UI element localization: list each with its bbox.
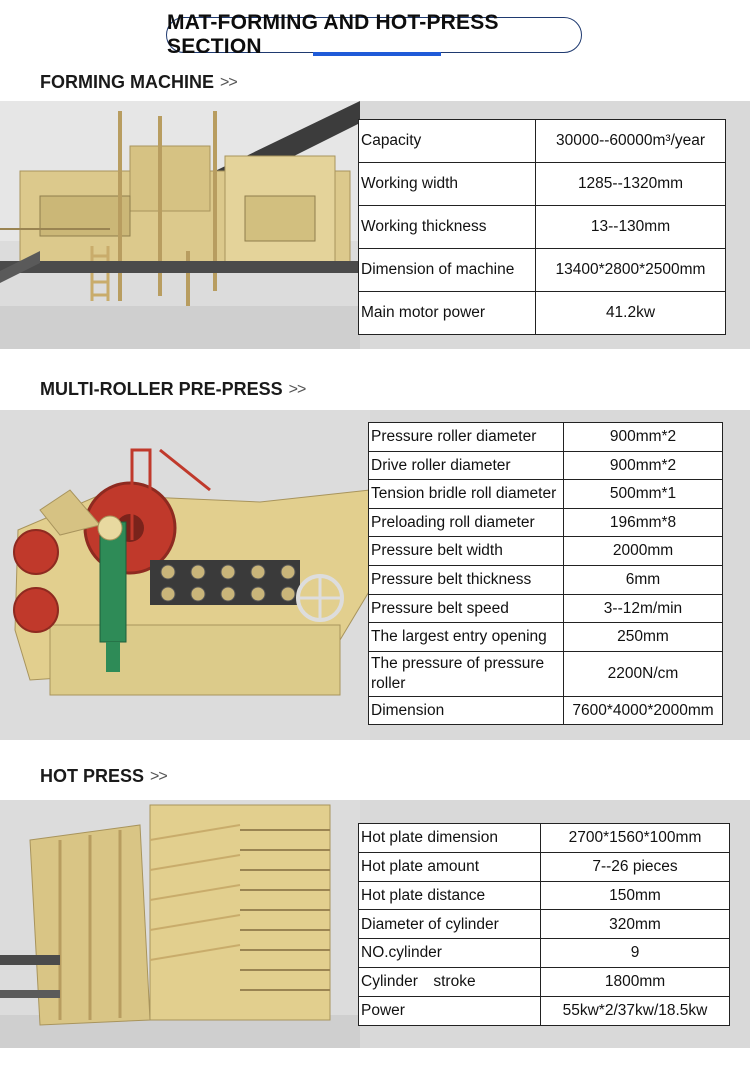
spec-value: 2700*1560*100mm [541,824,730,853]
spec-label: Working thickness [359,206,536,249]
spec-value: 13400*2800*2500mm [536,249,726,292]
spec-value: 2200N/cm [564,651,723,696]
table-row [359,120,726,163]
table-row [359,852,730,881]
spec-label: Hot plate dimension [359,824,541,853]
section-heading-label: MULTI-ROLLER PRE-PRESS [40,379,283,399]
table-row [359,939,730,968]
table-row [359,996,730,1025]
table-row [369,565,723,594]
table-row [369,451,723,480]
table-row [369,480,723,509]
table-row [369,537,723,566]
forming-machine-photo [0,101,360,349]
table-row [369,423,723,452]
spec-label: Diameter of cylinder [359,910,541,939]
spec-label: Hot plate amount [359,852,541,881]
spec-label: Capacity [359,120,536,163]
table-row [359,163,726,206]
spec-value: 55kw*2/37kw/18.5kw [541,996,730,1025]
table-row [369,623,723,652]
spec-value: 7600*4000*2000mm [564,696,723,725]
table-row [369,696,723,725]
spec-label: The pressure of pressure roller [369,651,564,696]
table-row [369,594,723,623]
section-heading-label: FORMING MACHINE [40,72,214,92]
spec-label: Power [359,996,541,1025]
pre-press-spec-table [368,422,723,725]
forming-machine-band [0,101,750,349]
spec-label: Working width [359,163,536,206]
table-row [359,910,730,939]
spec-value: 3--12m/min [564,594,723,623]
table-row [359,824,730,853]
spec-value: 900mm*2 [564,423,723,452]
spec-value: 30000--60000m³/year [536,120,726,163]
spec-label: Hot plate distance [359,881,541,910]
spec-value: 41.2kw [536,292,726,335]
section-heading-multi-roller-pre-press [40,379,305,400]
table-row [359,881,730,910]
chevron-right-icon: >> [150,767,167,785]
spec-label: NO.cylinder [359,939,541,968]
spec-label: Pressure belt speed [369,594,564,623]
forming-machine-spec-table [358,119,726,335]
spec-value: 150mm [541,881,730,910]
spec-label: Pressure belt width [369,537,564,566]
section-heading-forming-machine [40,72,237,93]
spec-value: 7--26 pieces [541,852,730,881]
spec-label: Tension bridle roll diameter [369,480,564,509]
title-accent-bar [313,52,441,56]
spec-label: Preloading roll diameter [369,508,564,537]
spec-label: Cylinder stroke [359,967,541,996]
spec-label: Pressure belt thickness [369,565,564,594]
hot-press-spec-table [358,823,730,1026]
table-row [369,651,723,696]
table-row [369,508,723,537]
spec-label: Pressure roller diameter [369,423,564,452]
spec-value: 6mm [564,565,723,594]
chevron-right-icon: >> [220,73,237,91]
spec-label: Drive roller diameter [369,451,564,480]
pre-press-photo [0,410,370,740]
spec-label: Main motor power [359,292,536,335]
spec-value: 320mm [541,910,730,939]
section-heading-label: HOT PRESS [40,766,145,786]
spec-label: Dimension of machine [359,249,536,292]
pre-press-band [0,410,750,740]
page-title: MAT-FORMING AND HOT-PRESS SECTION [166,17,582,53]
spec-value: 500mm*1 [564,480,723,509]
spec-value: 1800mm [541,967,730,996]
section-heading-hot-press [40,766,167,787]
chevron-right-icon: >> [288,380,306,398]
table-row [359,206,726,249]
spec-value: 2000mm [564,537,723,566]
spec-value: 13--130mm [536,206,726,249]
spec-label: The largest entry opening [369,623,564,652]
table-row [359,292,726,335]
spec-value: 250mm [564,623,723,652]
spec-value: 900mm*2 [564,451,723,480]
spec-value: 1285--1320mm [536,163,726,206]
spec-value: 9 [541,939,730,968]
table-row [359,967,730,996]
hot-press-band [0,800,750,1048]
hot-press-photo [0,800,360,1048]
table-row [359,249,726,292]
spec-value: 196mm*8 [564,508,723,537]
spec-label: Dimension [369,696,564,725]
